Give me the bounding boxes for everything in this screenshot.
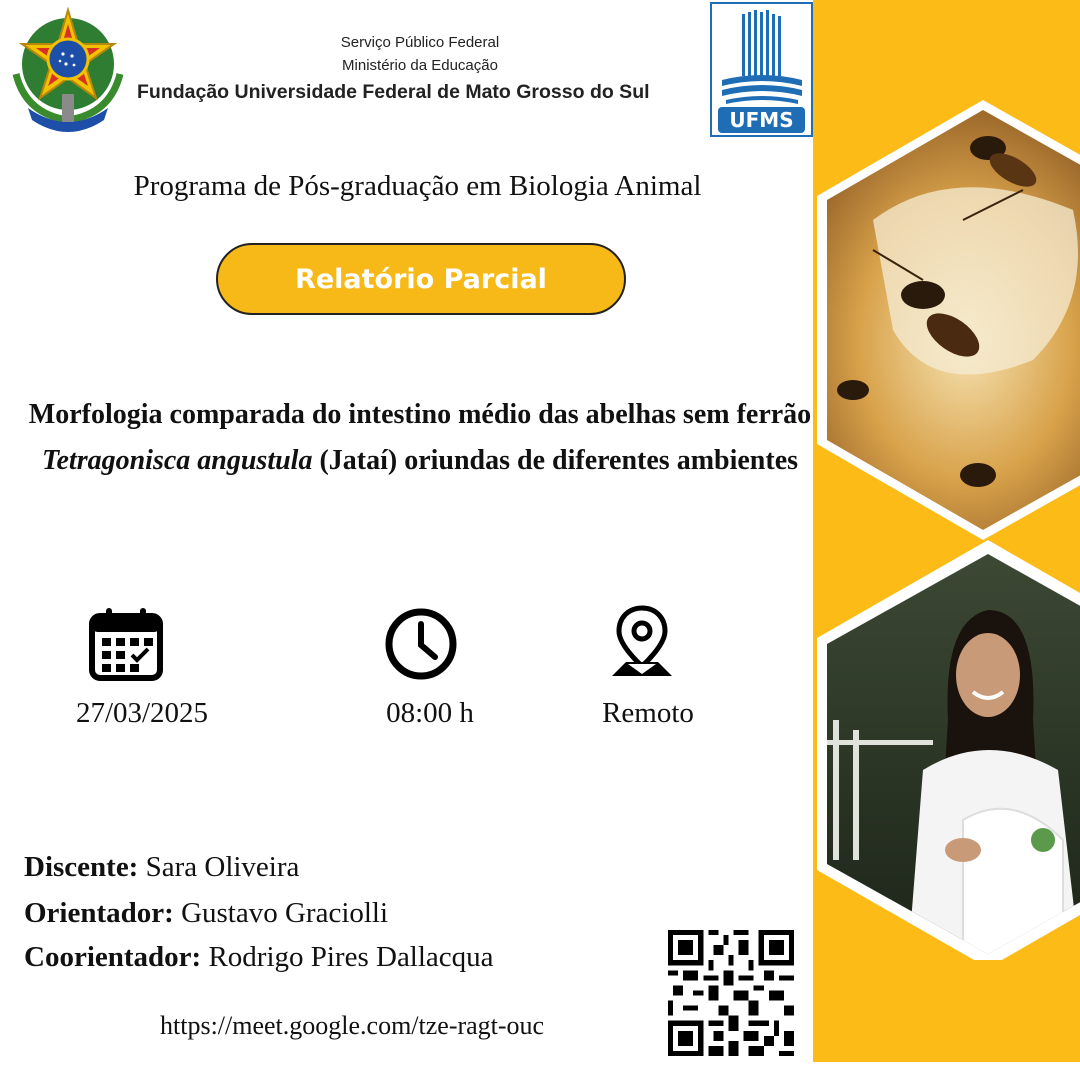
student-photo-hexagon (813, 540, 1080, 960)
header-line-ministry: Ministério da Educação (342, 57, 498, 74)
program-name: Programa de Pós-graduação em Biologia Animal (133, 170, 702, 202)
title-species: Tetragonisca angustula (41, 445, 313, 476)
coadvisor-label: Coorientador: (24, 941, 202, 973)
bee-photo-hexagon (813, 100, 1080, 560)
student-label: Discente: (24, 851, 139, 883)
advisor-label: Orientador: (24, 897, 174, 929)
event-time: 08:00 h (386, 697, 474, 729)
student-name: Sara Oliveira (145, 851, 300, 883)
event-date: 27/03/2025 (75, 697, 209, 729)
advisor-line (24, 891, 388, 935)
meeting-link[interactable]: https://meet.google.com/tze-ragt-ouc (160, 1011, 545, 1040)
header-line-university: Fundação Universidade Federal de Mato Grosso do Sul (137, 81, 650, 103)
coadvisor-name: Rodrigo Pires Dallacqua (208, 941, 494, 973)
calendar-icon (86, 604, 166, 684)
title-part-2: (Jataí) oriundas de diferentes ambientes (312, 445, 799, 476)
clock-icon (381, 604, 461, 684)
title-part-1: Morfologia comparada do intestino médio das abelhas sem ferrão (28, 399, 812, 430)
coadvisor-line (24, 935, 494, 979)
qr-code[interactable] (668, 930, 794, 1056)
student-line (24, 845, 299, 889)
event-location: Remoto (602, 697, 694, 729)
ufms-logo-text: UFMS (729, 108, 794, 132)
presentation-title (20, 392, 820, 484)
ufms-logo (710, 2, 813, 137)
header-line-public-service: Serviço Público Federal (340, 34, 500, 51)
brazil-coat-of-arms-logo (6, 4, 130, 140)
advisor-name: Gustavo Graciolli (181, 897, 389, 929)
report-type-badge: Relatório Parcial (216, 243, 626, 315)
location-pin-icon (602, 602, 682, 682)
